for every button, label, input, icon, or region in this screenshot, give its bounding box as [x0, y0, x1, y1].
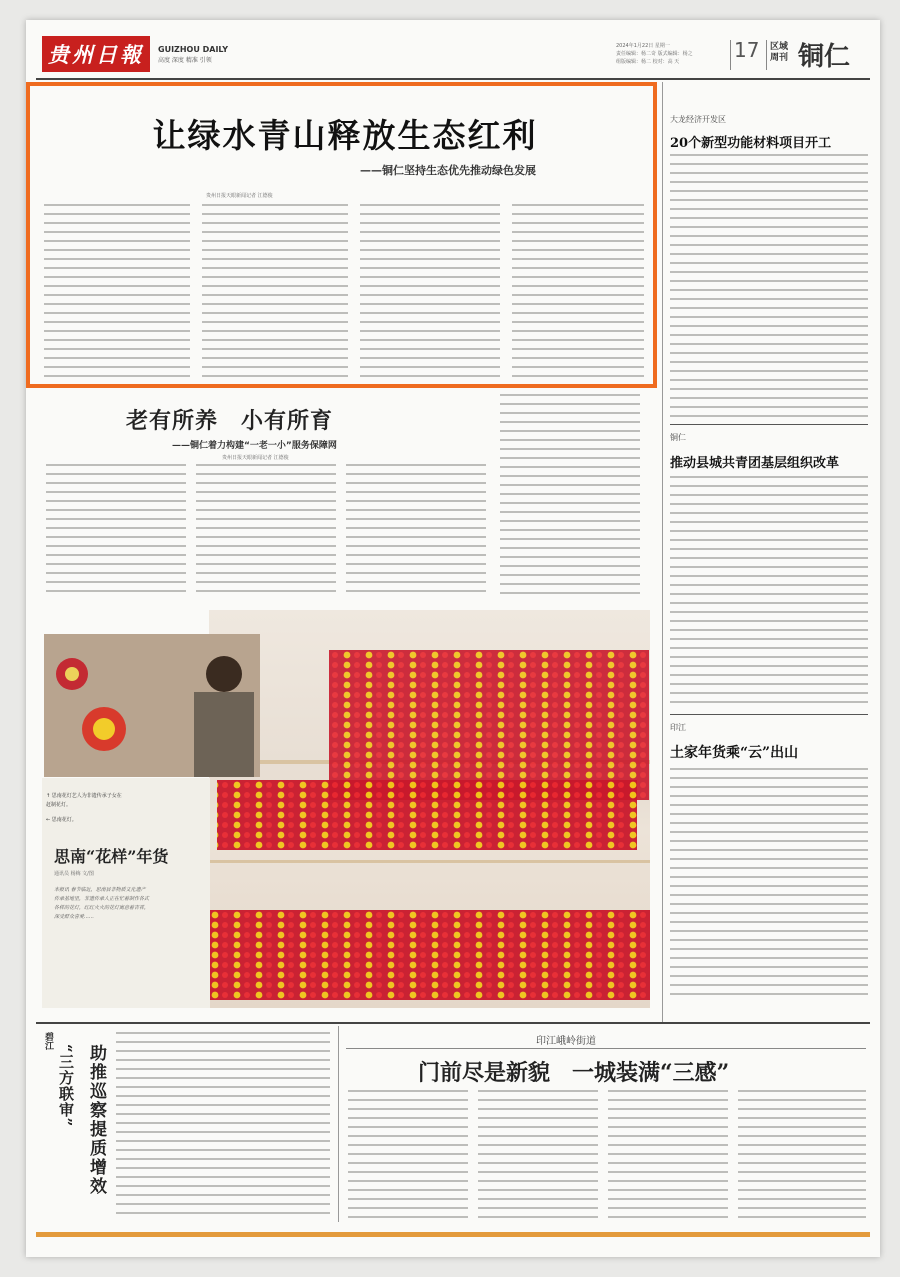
bottom-left-body	[116, 1032, 330, 1218]
bottom-left-place: 碧江	[43, 1032, 53, 1050]
second-body-col-4	[500, 394, 640, 596]
lead-byline: 贵州日报天眼新闻记者 江德俊	[206, 193, 273, 199]
photo-caption-line-2: 赶制花灯。	[46, 802, 72, 808]
lantern-artisan-photo	[44, 634, 260, 777]
issue-info	[616, 42, 726, 66]
sidebar-story-1-body	[670, 154, 868, 418]
divider	[670, 424, 868, 425]
masthead-subtitle	[158, 44, 228, 66]
bottom-right-body-col-3	[608, 1090, 728, 1220]
issue-layout: 组版编辑：杨二 校对：高 天	[616, 59, 680, 65]
second-headline[interactable]: 老有所养 小有所育	[126, 408, 334, 434]
bottom-right-body-col-1	[348, 1090, 468, 1220]
city-name: 铜仁	[798, 42, 851, 72]
sidebar-story-1-tag: 大龙经济开发区	[670, 115, 726, 124]
second-body-col-1	[46, 464, 186, 596]
photo-caption-box	[42, 778, 210, 1008]
divider	[766, 40, 767, 70]
lead-body-col-1	[44, 204, 190, 380]
sidebar-story-2-title[interactable]: 推动县城共青团基层组织改革	[670, 456, 840, 471]
bottom-right-tag: 印江峨岭街道	[536, 1036, 596, 1047]
flower-lantern-photo	[209, 610, 650, 1008]
column-divider	[662, 82, 663, 1022]
sidebar-story-1-title[interactable]: 20个新型功能材料项目开工	[670, 136, 832, 151]
bottom-left-title[interactable]: 助推巡察提质增效	[86, 1044, 106, 1196]
photo-feature-body-line-2: 传承基地里，非遗传承人正在忙着制作各式	[54, 896, 150, 902]
issue-date: 2024年1月22日 星期一	[616, 43, 670, 49]
column-divider	[338, 1026, 339, 1222]
lead-body-col-3	[360, 204, 500, 380]
bottom-section-rule	[36, 1022, 870, 1024]
divider	[670, 714, 868, 715]
lead-headline[interactable]: 让绿水青山释放生态红利	[152, 116, 538, 155]
highlighted-article-frame[interactable]	[26, 82, 657, 388]
sidebar-story-3-title[interactable]: 土家年货乘“云”出山	[670, 745, 799, 761]
photo-feature-title[interactable]: 思南“花样”年货	[54, 847, 169, 866]
second-byline: 贵州日报天眼新闻记者 江德俊	[222, 455, 289, 461]
divider	[346, 1048, 866, 1049]
masthead-subtitle-en: GUIZHOU DAILY	[158, 45, 229, 54]
newspaper-logo[interactable]: 贵州日報	[42, 36, 150, 72]
photo-feature-byline: 通讯员 杨梅 文/图	[54, 871, 94, 877]
bottom-right-headline[interactable]: 门前尽是新貌 一城装满“三感”	[418, 1060, 730, 1086]
lead-body-col-2	[202, 204, 348, 380]
lead-subheadline: ——铜仁坚持生态优先推动绿色发展	[360, 164, 536, 177]
sidebar-story-3-body	[670, 768, 868, 1000]
bottom-right-body-col-2	[478, 1090, 598, 1220]
photo-caption-line-1: ↑ 思南花灯艺人为非遗传承子女在	[46, 793, 122, 799]
section-label: 区域周刊	[770, 42, 789, 63]
page-bottom-rule	[36, 1232, 870, 1237]
sidebar-story-2-body	[670, 476, 868, 710]
second-body-col-2	[196, 464, 336, 596]
photo-feature-body-line-4: 深受群众喜爱……	[54, 914, 95, 920]
second-body-col-3	[346, 464, 486, 596]
flower-lantern-illustration	[209, 610, 650, 1008]
masthead-subtitle-cn: 高度 深度 精准 引领	[158, 57, 212, 64]
photo-caption	[46, 792, 206, 825]
photo-feature-body-line-1: 本报讯 春节临近，思南县非物质文化遗产	[54, 887, 146, 893]
photo-feature-body	[54, 886, 204, 922]
bottom-right-body-col-4	[738, 1090, 866, 1220]
issue-editor: 责任编辑：杨二奇 版式编辑：杨之	[616, 51, 693, 57]
artisan-illustration	[44, 634, 260, 777]
sidebar-story-3-tag: 印江	[670, 723, 686, 732]
photo-caption-line-3: ← 思南花灯。	[46, 817, 77, 823]
masthead-rule	[36, 78, 870, 80]
photo-feature-body-line-3: 各样的花灯，红红火火的花灯寓意着吉祥，	[54, 905, 150, 911]
bottom-left-subtitle: “三方联审”	[57, 1044, 75, 1128]
divider	[730, 40, 731, 70]
page-number: 17	[734, 38, 760, 62]
newspaper-page	[26, 20, 880, 1257]
sidebar-story-2-tag: 铜仁	[670, 433, 686, 442]
lead-body-col-4	[512, 204, 644, 380]
second-subheadline: ——铜仁着力构建“一老一小”服务保障网	[172, 441, 337, 451]
